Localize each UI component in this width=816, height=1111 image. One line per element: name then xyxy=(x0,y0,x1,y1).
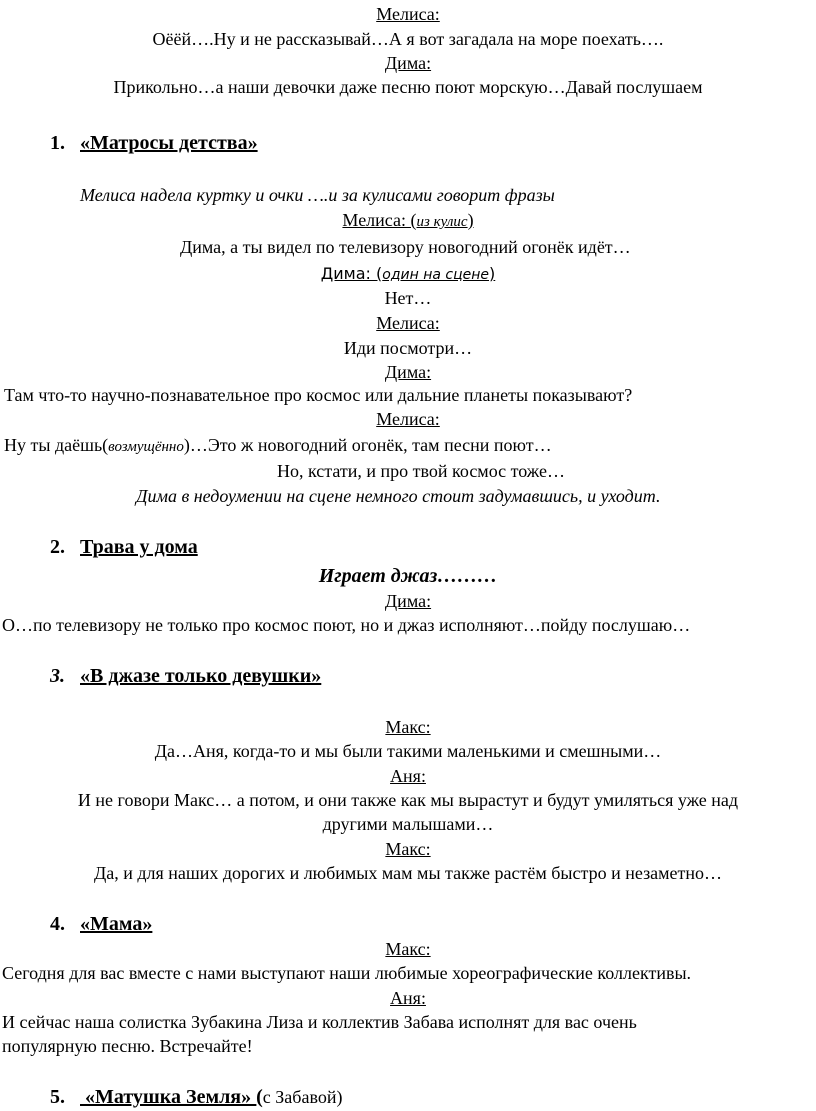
speaker-melisa xyxy=(0,209,816,233)
stage-direction: Играет джаз……… xyxy=(318,565,498,587)
dialogue-line: Но, кстати, и про твой космос тоже… xyxy=(277,461,565,481)
speaker-dima: Дима: xyxy=(384,362,432,382)
section-number: 2. xyxy=(50,536,65,558)
speaker-name: Дима: (один на сцене) xyxy=(320,264,496,283)
stage-direction: Мелиса надела куртку и очки ….и за кулисами говорит фразы xyxy=(80,185,555,205)
dialogue-line: Оёёй….Ну и не рассказывай…А я вот загадала на море поехать…. xyxy=(152,29,664,49)
dialogue-line: Прикольно…а наши девочки даже песню поют морскую…Давай послушаем xyxy=(113,77,703,97)
section-title: «Матушка Земля» ( xyxy=(80,1086,263,1108)
section-suffix: с Забавой) xyxy=(262,1087,343,1107)
section-heading-1 xyxy=(50,131,258,155)
speaker-anya: Аня: xyxy=(390,766,426,786)
speaker-melisa: Мелиса: xyxy=(376,409,440,429)
dialogue-line: И сейчас наша солистка Зубакина Лиза и коллектив Забава исполнят для вас очень xyxy=(2,1012,637,1032)
speaker-name: Мелиса: (из кулис) xyxy=(342,210,474,230)
dialogue-line: Иди посмотри… xyxy=(343,338,473,358)
dialogue-line: Дима, а ты видел по телевизору новогодний огонёк идёт… xyxy=(180,237,631,257)
speaker-anya: Аня: xyxy=(390,988,426,1008)
dialogue-line: О…по телевизору не только про космос поют, но и джаз исполняют…пойду послушаю… xyxy=(2,615,691,635)
section-number: 3. xyxy=(50,665,65,687)
section-number: 5. xyxy=(50,1086,65,1108)
speaker-melisa: Мелиса: xyxy=(376,4,440,24)
dialogue-line: Да…Аня, когда-то и мы были такими маленькими и смешными… xyxy=(154,741,662,761)
dialogue-line: Да, и для наших дорогих и любимых мам мы также растём быстро и незаметно… xyxy=(93,863,723,883)
speaker-maks: Макс: xyxy=(385,717,431,737)
section-title: «Матросы детства» xyxy=(80,132,258,154)
section-heading-4 xyxy=(50,912,152,936)
speaker-note: возмущённо xyxy=(108,439,184,455)
dialogue-line: Там что-то научно-познавательное про космос или дальние планеты показывают? xyxy=(4,385,633,405)
stage-direction: Дима в недоумении на сцене немного стоит задумавшись, и уходит. xyxy=(136,486,661,506)
speaker-melisa: Мелиса: xyxy=(376,313,440,333)
section-number: 1. xyxy=(50,132,65,154)
section-title: «В джазе только девушки» xyxy=(80,665,322,687)
dialogue-line: И не говори Макс… а потом, и они также как мы вырастут и будут умиляться уже над xyxy=(77,790,739,810)
section-heading-2 xyxy=(50,535,198,559)
section-number: 4. xyxy=(50,913,65,935)
dialogue-line: Сегодня для вас вместе с нами выступают наши любимые хореографические коллективы. xyxy=(2,963,692,983)
dialogue-line: Ну ты даёшь(возмущённо)…Это ж новогодний огонёк, там песни поют… xyxy=(4,435,552,455)
dialogue-line: популярную песню. Встречайте! xyxy=(2,1036,253,1056)
speaker-note: один на сцене xyxy=(382,267,489,283)
speaker-dima: Дима: xyxy=(384,53,432,73)
section-title: «Мама» xyxy=(80,913,153,935)
speaker-maks: Макс: xyxy=(385,839,431,859)
section-title: Трава у дома xyxy=(80,536,198,558)
speaker-note: из кулис xyxy=(416,214,468,230)
section-heading-3 xyxy=(50,664,321,688)
speaker-dima xyxy=(0,262,816,286)
dialogue-line: другими малышами… xyxy=(322,814,494,834)
dialogue-line: Нет… xyxy=(384,288,432,308)
speaker-maks: Макс: xyxy=(385,939,431,959)
section-heading-5 xyxy=(50,1085,342,1109)
speaker-dima: Дима: xyxy=(384,591,432,611)
